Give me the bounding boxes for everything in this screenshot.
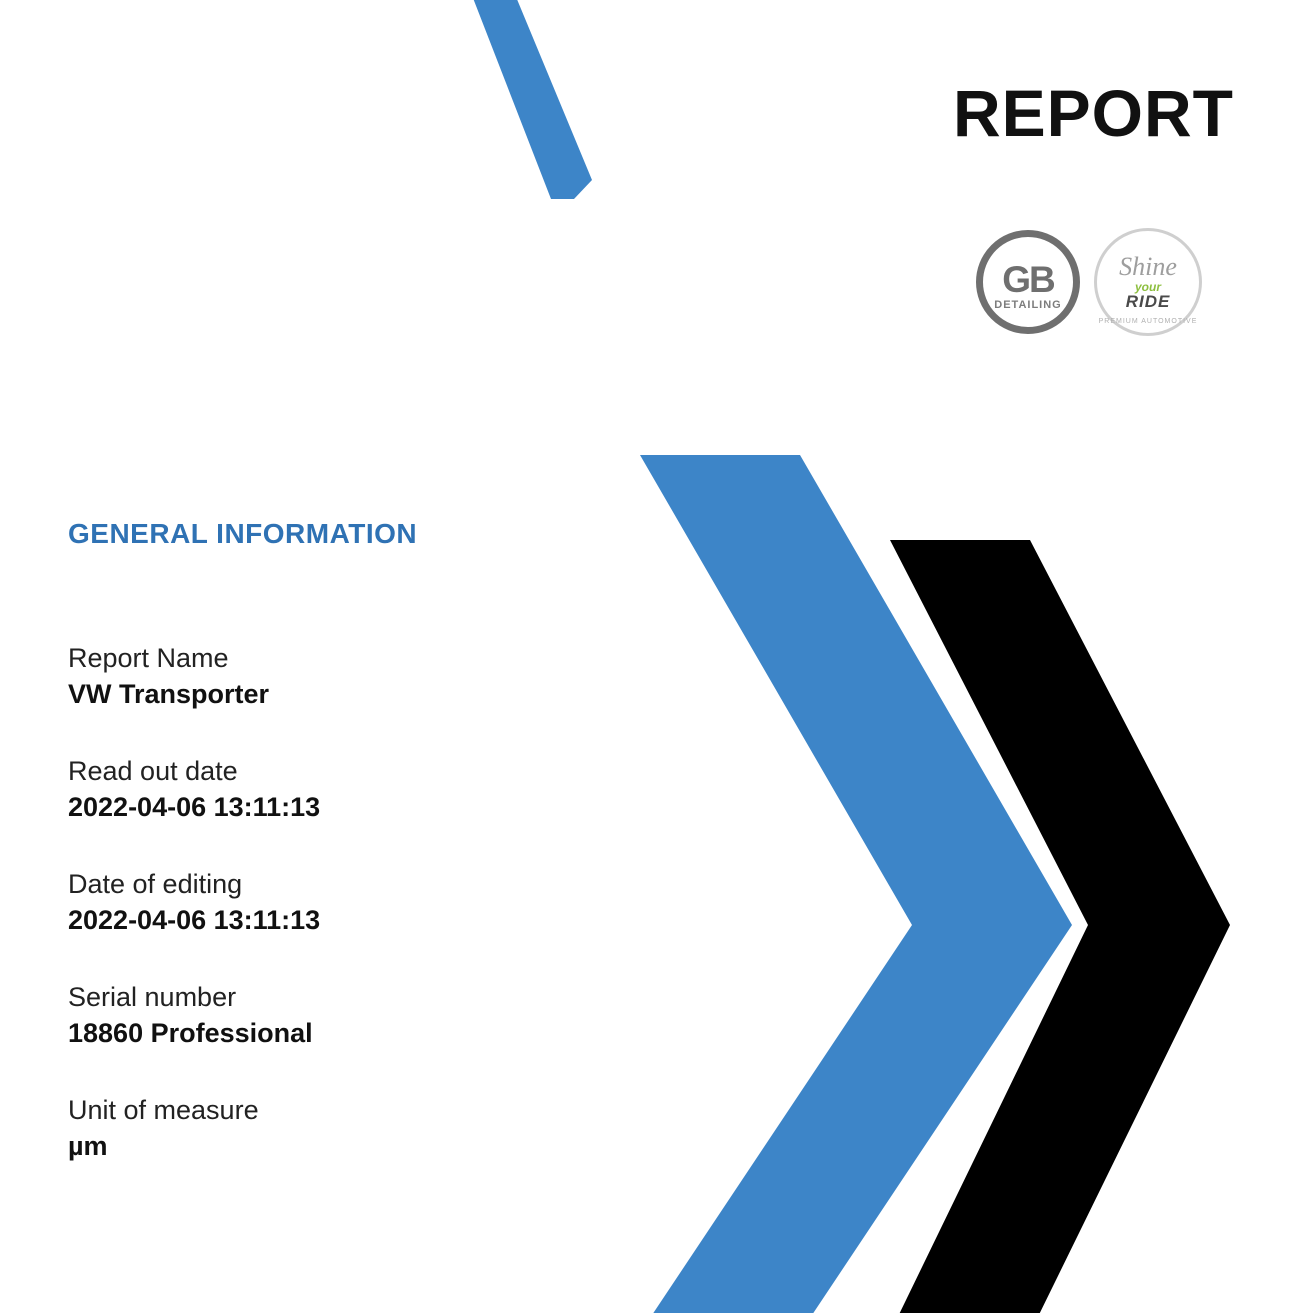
info-item-unit-of-measure [68,1092,628,1165]
info-item-report-name [68,640,628,713]
page-title: REPORT [952,76,1234,150]
logo-group [976,228,1202,336]
gb-logo-subtitle: DETAILING [994,299,1062,311]
general-information-list [68,640,628,1204]
gb-logo-mark: GB [1002,258,1054,300]
info-value: 2022-04-06 13:11:13 [68,792,321,823]
info-value: 2022-04-06 13:11:13 [68,905,321,936]
info-item-date-of-editing [68,866,628,939]
info-label: Unit of measure [68,1094,259,1125]
syr-logo-line2: your [1134,280,1161,294]
info-label: Report Name [68,643,229,673]
info-label: Read out date [68,755,238,786]
info-label: Date of editing [68,868,243,899]
info-value: µm [68,1130,108,1161]
blue-chevron [640,455,1072,1313]
info-label: Serial number [68,981,237,1012]
info-item-read-out-date [68,753,628,826]
top-blue-stripe [466,0,592,199]
info-value: 18860 Professional [68,1018,313,1049]
syr-logo-line3: RIDE [1125,292,1171,311]
gb-detailing-logo [976,230,1080,334]
shine-your-ride-logo [1094,228,1202,336]
info-value: VW Transporter [68,679,270,710]
black-chevron [890,540,1230,1313]
info-item-serial-number [68,979,628,1052]
syr-logo-line1: Shine [1119,252,1177,281]
general-information-heading: GENERAL INFORMATION [68,518,418,549]
syr-logo-arc-text: PREMIUM AUTOMOTIVE [1098,318,1198,325]
